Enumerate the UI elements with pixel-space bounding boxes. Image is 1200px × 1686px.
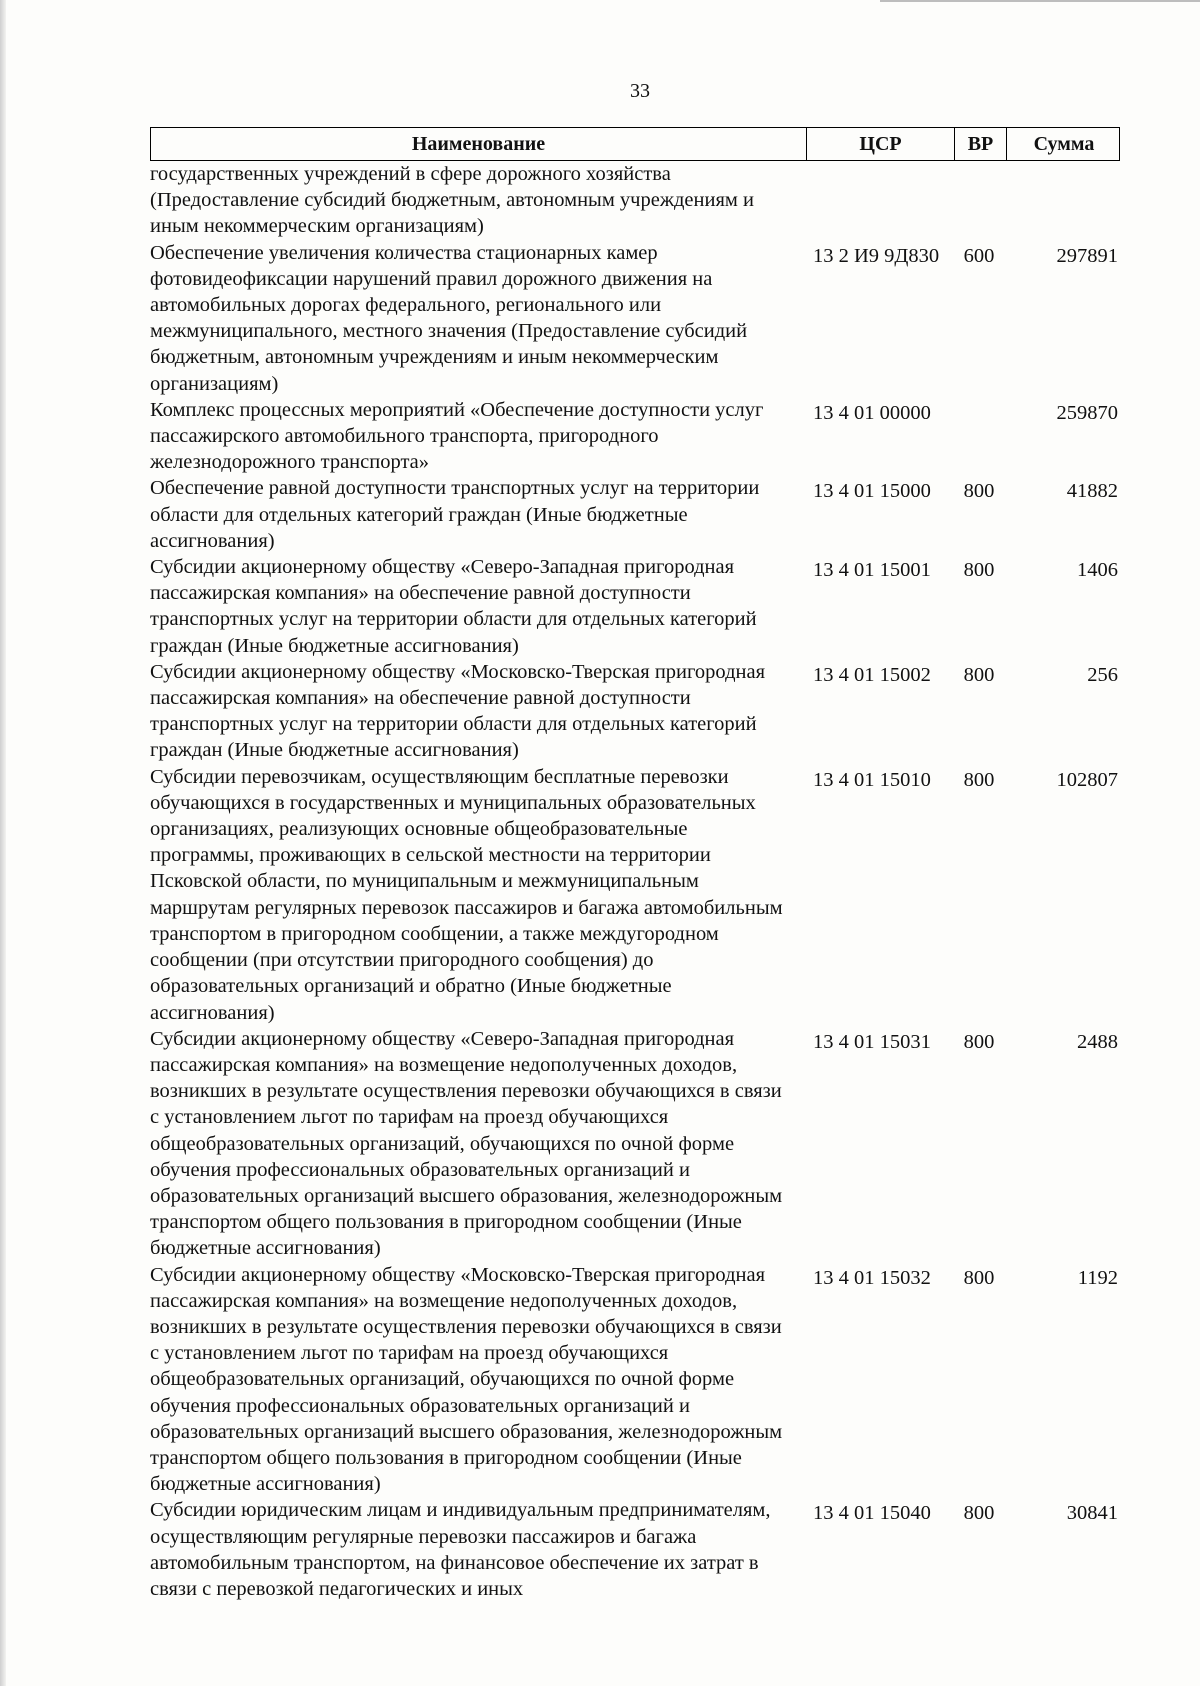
table-row: [150, 397, 1120, 476]
row-sum: 259870: [1056, 401, 1118, 424]
page-number: 33: [630, 80, 650, 102]
row-code: 13 4 01 15040: [813, 1502, 931, 1525]
header-sum: Сумма: [1006, 128, 1121, 160]
budget-table: [150, 127, 1120, 1602]
table-row: [150, 240, 1120, 397]
row-sum: 1192: [1077, 1266, 1118, 1289]
row-sum: [1005, 161, 1120, 240]
row-code: 13 4 01 00000: [813, 401, 931, 424]
scan-edge: [0, 0, 6, 1686]
table-row: [150, 475, 1120, 554]
row-vr: 800: [963, 1030, 995, 1053]
row-sum: 30841: [1066, 1502, 1118, 1525]
row-name: Комплекс процессных мероприятий «Обеспечение доступности услуг пассажирского автомобильного транспорта, пригородного железнодорожного транспорта»: [150, 398, 764, 474]
table-row: [150, 161, 1120, 240]
row-vr: [953, 397, 1005, 476]
row-code: 13 4 01 15032: [813, 1266, 931, 1289]
row-vr: 600: [963, 244, 995, 267]
row-name: Субсидии перевозчикам, осуществляющим бесплатные перевозки обучающихся в государственных и муниципальных образовательных организациях, реализующих основные общеобразовательные программы, проживающих в сельской местности на территории Псковской области, по муниципальным и межмуниципальным маршрутам регулярных перевозок пассажиров и багажа автомобильным транспортом в пригородном сообщении, а также междугородном сообщении (при отсутствии пригородного сообщения) до образовательных организаций и обратно (Иные бюджетные ассигнования): [150, 765, 783, 1024]
table-row: [150, 1026, 1120, 1262]
table-row: [150, 1262, 1120, 1498]
row-sum: 297891: [1056, 244, 1118, 267]
row-name: Субсидии акционерному обществу «Московско-Тверская пригородная пассажирская компания» на обеспечение равной доступности транспортных услуг на территории области для отдельных категорий граждан (Иные бюджетные ассигнования): [150, 660, 766, 762]
row-vr: 800: [963, 480, 995, 503]
row-vr: 800: [963, 1266, 995, 1289]
row-name: Обеспечение равной доступности транспортных услуг на территории области для отдельных категорий граждан (Иные бюджетные ассигнования): [150, 477, 760, 552]
row-name: Субсидии акционерному обществу «Северо-Западная пригородная пассажирская компания» на возмещение недополученных доходов, возникших в результате осуществления перевозки обучающихся в связи с установлением льгот по тарифам на проезд обучающихся общеобразовательных организаций, обучающихся по очной форме обучения профессиональных образовательных организаций и образовательных организаций высшего образования, железнодорожным транспортом общего пользования в пригородном сообщении (Иные бюджетные ассигнования): [150, 1027, 783, 1260]
row-name: Субсидии акционерному обществу «Северо-Западная пригородная пассажирская компания» на обеспечение равной доступности транспортных услуг на территории области для отдельных категорий граждан (Иные бюджетные ассигнования): [150, 556, 757, 657]
table-row: [150, 1497, 1120, 1602]
row-sum: 1406: [1077, 559, 1118, 582]
table-header: [150, 127, 1120, 161]
row-sum: 41882: [1066, 480, 1118, 503]
row-sum: 102807: [1056, 768, 1118, 791]
row-code: 13 4 01 15002: [813, 663, 931, 686]
scan-edge-top: [880, 0, 1200, 2]
header-vr: ВР: [954, 128, 1006, 160]
row-vr: 800: [963, 663, 995, 686]
table-row: [150, 554, 1120, 659]
row-name: Обеспечение увеличения количества стационарных камер фотовидеофиксации нарушений правил дорожного движения на автомобильных дорогах федерального, регионального или межмуниципального, местного значения (Предоставление субсидий бюджетным, автономным учреждениям и иным некоммерческим организациям): [150, 241, 748, 395]
row-vr: [953, 161, 1005, 240]
row-vr: 800: [963, 1502, 995, 1525]
row-sum: 256: [1087, 663, 1118, 686]
row-name: государственных учреждений в сфере дорожного хозяйства (Предоставление субсидий бюджетным, автономным учреждениям и иным некоммерческим организациям): [150, 163, 754, 238]
row-code: 13 4 01 15010: [813, 768, 931, 791]
row-code: 13 4 01 15031: [813, 1030, 931, 1053]
row-code: [805, 161, 953, 240]
row-code: 13 4 01 15000: [813, 480, 931, 503]
table-row: [150, 659, 1120, 764]
row-code: 13 2 И9 9Д830: [813, 244, 940, 267]
header-name: Наименование: [411, 132, 546, 155]
row-sum: 2488: [1077, 1030, 1118, 1053]
row-vr: 800: [963, 768, 995, 791]
row-code: 13 4 01 15001: [813, 559, 931, 582]
row-name: Субсидии юридическим лицам и индивидуальным предпринимателям, осуществляющим регулярные перевозки пассажиров и багажа автомобильным транспортом, на финансовое обеспечение их затрат в связи с перевозкой педагогических и иных: [150, 1499, 771, 1600]
row-vr: 800: [963, 559, 995, 582]
table-row: [150, 764, 1120, 1026]
header-code: ЦСР: [806, 128, 954, 160]
row-name: Субсидии акционерному обществу «Московско-Тверская пригородная пассажирская компания» на возмещение недополученных доходов, возникших в результате осуществления перевозки обучающихся в связи с установлением льгот по тарифам на проезд обучающихся общеобразовательных организаций, обучающихся по очной форме обучения профессиональных образовательных организаций и образовательных организаций высшего образования, железнодорожным транспортом общего пользования в пригородном сообщении (Иные бюджетные ассигнования): [150, 1263, 783, 1496]
